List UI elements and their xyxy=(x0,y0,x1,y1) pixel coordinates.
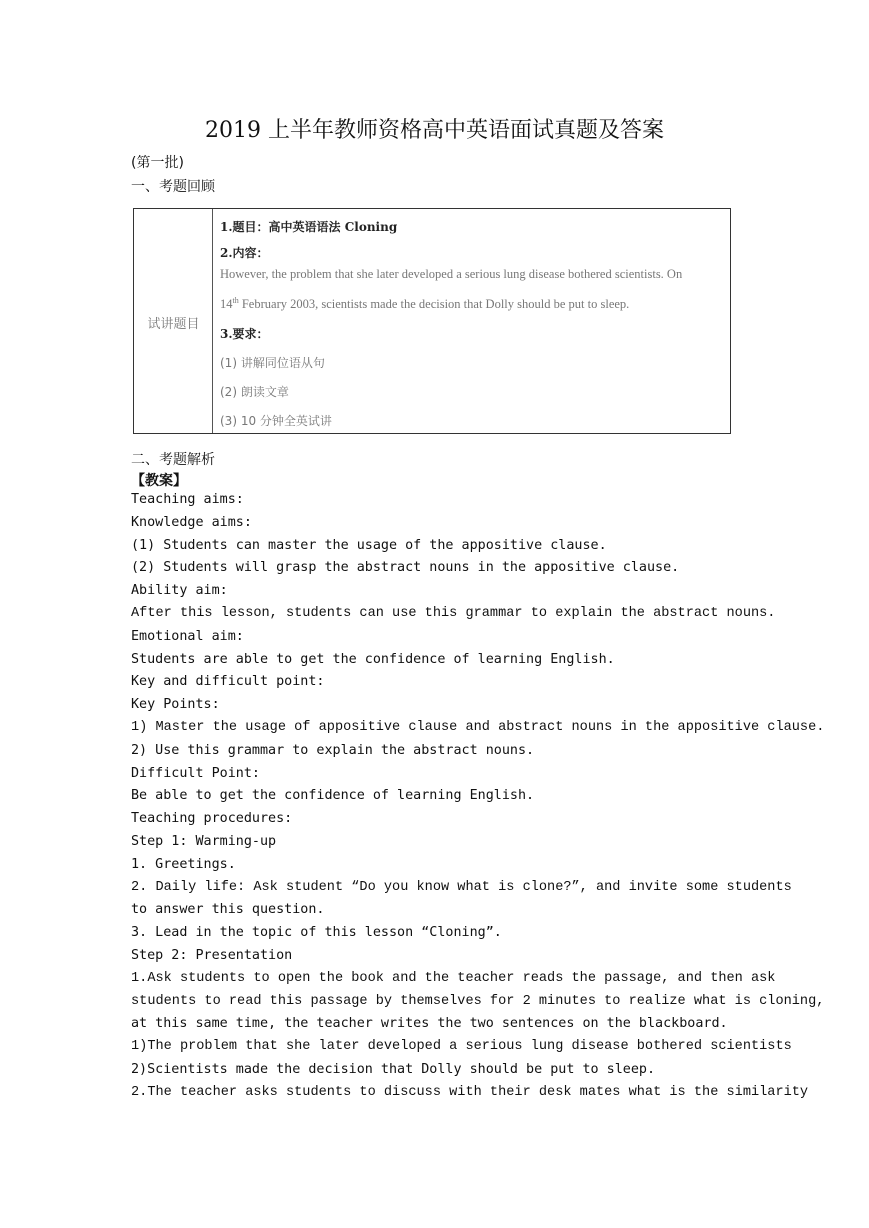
text-line: Be able to get the confidence of learning English. xyxy=(131,788,535,804)
text-line: 2. Daily life: Ask student “Do you know what is clone?”, and invite some students xyxy=(131,879,792,895)
text-line: Emotional aim: xyxy=(131,628,244,644)
content-day-suffix: th xyxy=(232,296,239,305)
requirements-label: 3.要求： xyxy=(220,327,269,341)
text-line: Knowledge aims: xyxy=(131,514,252,530)
text-line: Students are able to get the confidence of learning English. xyxy=(131,651,615,667)
text-line: at this same time, the teacher writes the two sentences on the blackboard. xyxy=(131,1016,728,1032)
text-line: Step 2: Presentation xyxy=(131,947,293,963)
text-line: 1)The problem that she later developed a serious lung disease bothered scientists xyxy=(131,1039,792,1055)
exam-question-table xyxy=(133,208,731,434)
text-line: 1.Ask students to open the book and the teacher reads the passage, and then ask xyxy=(131,970,776,986)
text-line: 1. Greetings. xyxy=(131,856,236,872)
section-heading-analysis: 二、考题解析 xyxy=(131,452,215,468)
lesson-plan-label: 【教案】 xyxy=(131,473,187,489)
batch-label: (第一批) xyxy=(131,155,184,171)
table-left-label: 试讲题目 xyxy=(147,317,200,332)
content-line-2 xyxy=(220,296,629,312)
text-line: (1) Students can master the usage of the appositive clause. xyxy=(131,537,607,553)
text-line: Step 1: Warming-up xyxy=(131,833,277,849)
text-line: Teaching aims: xyxy=(131,492,244,507)
content-day: 14 xyxy=(220,297,233,312)
section-heading-review: 一、考题回顾 xyxy=(131,179,215,195)
content-line-1: However, the problem that she later developed a serious lung disease bothered scientists. On xyxy=(220,267,683,281)
text-line: to answer this question. xyxy=(131,902,325,918)
text-line: Difficult Point: xyxy=(131,765,260,781)
text-line: 2.The teacher asks students to discuss with their desk mates what is the similarity xyxy=(131,1084,809,1100)
text-line: Key Points: xyxy=(131,697,220,713)
text-line: 3. Lead in the topic of this lesson “Cloning”. xyxy=(131,925,502,941)
content-line-2-rest: February 2003, scientists made the decision that Dolly should be put to sleep. xyxy=(238,297,630,312)
text-line: students to read this passage by themselves for 2 minutes to realize what is cloning, xyxy=(131,993,825,1009)
lesson-plan-body xyxy=(131,489,825,1105)
text-line: 2) Use this grammar to explain the abstract nouns. xyxy=(131,742,535,758)
topic-label: 1.题目：高中英语语法 Cloning xyxy=(220,220,398,234)
text-line: 2)Scientists made the decision that Dolly should be put to sleep. xyxy=(131,1061,656,1077)
text-line: Key and difficult point: xyxy=(131,674,325,690)
document-title: 2019 上半年教师资格高中英语面试真题及答案 xyxy=(205,118,664,143)
requirement-item: (2) 朗读文章 xyxy=(220,385,289,399)
content-label: 2.内容： xyxy=(220,246,269,260)
text-line: Ability aim: xyxy=(131,583,228,599)
requirement-item: (1) 讲解同位语从句 xyxy=(220,356,325,370)
text-line: (2) Students will grasp the abstract nouns in the appositive clause. xyxy=(131,560,680,576)
text-line: 1) Master the usage of appositive clause and abstract nouns in the appositive clause. xyxy=(131,719,825,735)
text-line: Teaching procedures: xyxy=(131,811,293,827)
requirement-item: (3) 10 分钟全英试讲 xyxy=(220,414,332,428)
table-left-cell xyxy=(134,209,213,433)
text-line: After this lesson, students can use this grammar to explain the abstract nouns. xyxy=(131,605,776,621)
